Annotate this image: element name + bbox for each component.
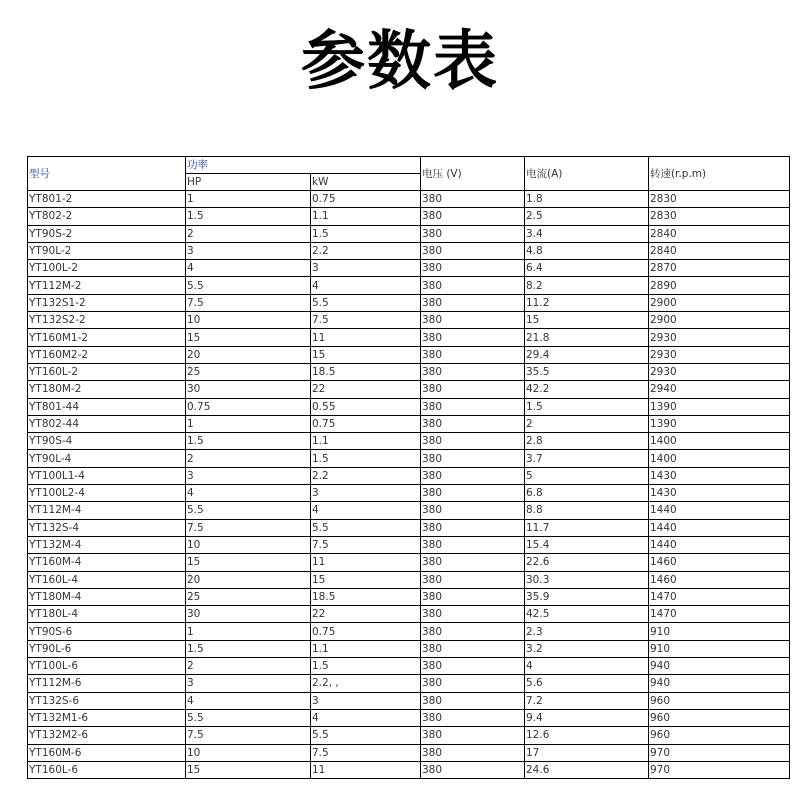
- cell-kw: 0.55: [311, 398, 421, 415]
- cell-current: 4: [525, 658, 649, 675]
- cell-current: 3.4: [525, 225, 649, 242]
- cell-speed: 1430: [649, 485, 790, 502]
- cell-current: 11.2: [525, 294, 649, 311]
- cell-speed: 2930: [649, 363, 790, 380]
- table-row: [28, 225, 790, 242]
- cell-kw: 11: [311, 554, 421, 571]
- table-row: [28, 450, 790, 467]
- cell-current: 3.2: [525, 640, 649, 657]
- cell-hp: 20: [186, 571, 311, 588]
- cell-hp: 10: [186, 744, 311, 761]
- cell-voltage: 380: [421, 208, 525, 225]
- cell-current: 21.8: [525, 329, 649, 346]
- cell-current: 6.8: [525, 485, 649, 502]
- header-kw: kW: [311, 174, 421, 191]
- header-power: 功率: [186, 157, 421, 174]
- cell-current: 17: [525, 744, 649, 761]
- cell-kw: 4: [311, 502, 421, 519]
- cell-current: 35.9: [525, 588, 649, 605]
- cell-speed: 2930: [649, 329, 790, 346]
- cell-kw: 18.5: [311, 588, 421, 605]
- cell-speed: 2890: [649, 277, 790, 294]
- cell-model: YT132M2-6: [28, 727, 186, 744]
- cell-speed: 940: [649, 658, 790, 675]
- cell-current: 2.5: [525, 208, 649, 225]
- cell-current: 42.2: [525, 381, 649, 398]
- table-row: [28, 242, 790, 259]
- cell-model: YT160L-6: [28, 761, 186, 778]
- cell-model: YT112M-6: [28, 675, 186, 692]
- cell-voltage: 380: [421, 277, 525, 294]
- cell-kw: 7.5: [311, 536, 421, 553]
- cell-model: YT90S-2: [28, 225, 186, 242]
- cell-hp: 15: [186, 329, 311, 346]
- cell-voltage: 380: [421, 536, 525, 553]
- cell-voltage: 380: [421, 588, 525, 605]
- cell-voltage: 380: [421, 381, 525, 398]
- cell-speed: 2840: [649, 225, 790, 242]
- cell-hp: 1: [186, 415, 311, 432]
- table-row: [28, 554, 790, 571]
- cell-voltage: 380: [421, 467, 525, 484]
- cell-current: 15.4: [525, 536, 649, 553]
- cell-speed: 960: [649, 727, 790, 744]
- page-title: 参数表: [301, 25, 499, 99]
- cell-hp: 7.5: [186, 727, 311, 744]
- cell-model: YT112M-4: [28, 502, 186, 519]
- cell-voltage: 380: [421, 398, 525, 415]
- table-row: [28, 606, 790, 623]
- cell-hp: 1: [186, 191, 311, 208]
- cell-voltage: 380: [421, 346, 525, 363]
- table-row: [28, 502, 790, 519]
- cell-hp: 3: [186, 242, 311, 259]
- cell-model: YT180L-4: [28, 606, 186, 623]
- cell-model: YT100L-6: [28, 658, 186, 675]
- cell-kw: 7.5: [311, 744, 421, 761]
- cell-current: 2: [525, 415, 649, 432]
- table-row: [28, 277, 790, 294]
- cell-voltage: 380: [421, 294, 525, 311]
- cell-current: 15: [525, 312, 649, 329]
- cell-kw: 2.2: [311, 242, 421, 259]
- cell-current: 5: [525, 467, 649, 484]
- cell-kw: 7.5: [311, 312, 421, 329]
- cell-model: YT132S-6: [28, 692, 186, 709]
- table-row: [28, 727, 790, 744]
- cell-model: YT100L2-4: [28, 485, 186, 502]
- table-row: [28, 519, 790, 536]
- cell-voltage: 380: [421, 450, 525, 467]
- cell-hp: 0.75: [186, 398, 311, 415]
- header-speed: 转速(r.p.m): [649, 157, 790, 191]
- cell-hp: 3: [186, 675, 311, 692]
- cell-kw: 0.75: [311, 191, 421, 208]
- table-row: [28, 381, 790, 398]
- header-voltage: 电压 (V): [421, 157, 525, 191]
- cell-speed: 970: [649, 761, 790, 778]
- table-row: [28, 433, 790, 450]
- cell-speed: 960: [649, 692, 790, 709]
- cell-speed: 1390: [649, 398, 790, 415]
- cell-speed: 2830: [649, 208, 790, 225]
- cell-voltage: 380: [421, 692, 525, 709]
- header-current: 电流(A): [525, 157, 649, 191]
- table-row: [28, 588, 790, 605]
- cell-model: YT100L-2: [28, 260, 186, 277]
- cell-model: YT90S-6: [28, 623, 186, 640]
- cell-speed: 1470: [649, 606, 790, 623]
- cell-voltage: 380: [421, 191, 525, 208]
- cell-model: YT90L-6: [28, 640, 186, 657]
- cell-voltage: 380: [421, 554, 525, 571]
- cell-speed: 910: [649, 640, 790, 657]
- cell-current: 42.5: [525, 606, 649, 623]
- cell-model: YT90S-4: [28, 433, 186, 450]
- cell-current: 11.7: [525, 519, 649, 536]
- cell-current: 1.5: [525, 398, 649, 415]
- cell-kw: 4: [311, 277, 421, 294]
- cell-current: 24.6: [525, 761, 649, 778]
- cell-voltage: 380: [421, 225, 525, 242]
- cell-kw: 11: [311, 761, 421, 778]
- cell-speed: 1390: [649, 415, 790, 432]
- table-row: [28, 415, 790, 432]
- table-row: [28, 744, 790, 761]
- cell-kw: 1.5: [311, 658, 421, 675]
- cell-kw: 1.1: [311, 208, 421, 225]
- cell-model: YT132S1-2: [28, 294, 186, 311]
- cell-speed: 1440: [649, 502, 790, 519]
- cell-hp: 15: [186, 761, 311, 778]
- cell-voltage: 380: [421, 606, 525, 623]
- cell-current: 3.7: [525, 450, 649, 467]
- table-row: [28, 623, 790, 640]
- table-header: [28, 157, 790, 191]
- cell-speed: 2830: [649, 191, 790, 208]
- header-hp: HP: [186, 174, 311, 191]
- table-row: [28, 536, 790, 553]
- cell-kw: 3: [311, 485, 421, 502]
- cell-model: YT132M1-6: [28, 709, 186, 726]
- cell-hp: 1: [186, 623, 311, 640]
- cell-voltage: 380: [421, 485, 525, 502]
- parameter-table: [27, 156, 790, 779]
- cell-hp: 10: [186, 536, 311, 553]
- cell-kw: 5.5: [311, 727, 421, 744]
- table-row: [28, 675, 790, 692]
- cell-kw: 0.75: [311, 415, 421, 432]
- cell-speed: 1400: [649, 433, 790, 450]
- table-row: [28, 398, 790, 415]
- cell-hp: 7.5: [186, 519, 311, 536]
- cell-voltage: 380: [421, 242, 525, 259]
- header-model: 型号: [28, 157, 186, 191]
- cell-voltage: 380: [421, 744, 525, 761]
- table-row: [28, 485, 790, 502]
- cell-hp: 10: [186, 312, 311, 329]
- cell-current: 8.8: [525, 502, 649, 519]
- cell-current: 1.8: [525, 191, 649, 208]
- cell-current: 2.3: [525, 623, 649, 640]
- table-row: [28, 363, 790, 380]
- cell-speed: 1470: [649, 588, 790, 605]
- cell-speed: 1440: [649, 536, 790, 553]
- cell-kw: 4: [311, 709, 421, 726]
- cell-voltage: 380: [421, 709, 525, 726]
- cell-kw: 22: [311, 606, 421, 623]
- cell-hp: 5.5: [186, 709, 311, 726]
- cell-model: YT132S2-2: [28, 312, 186, 329]
- cell-model: YT90L-2: [28, 242, 186, 259]
- cell-hp: 2: [186, 658, 311, 675]
- cell-model: YT160M1-2: [28, 329, 186, 346]
- table-row: [28, 571, 790, 588]
- cell-voltage: 380: [421, 519, 525, 536]
- cell-current: 35.5: [525, 363, 649, 380]
- cell-model: YT180M-4: [28, 588, 186, 605]
- cell-kw: 1.1: [311, 433, 421, 450]
- cell-voltage: 380: [421, 363, 525, 380]
- table-row: [28, 294, 790, 311]
- cell-current: 2.8: [525, 433, 649, 450]
- cell-hp: 4: [186, 260, 311, 277]
- table-body: [28, 191, 790, 779]
- cell-hp: 7.5: [186, 294, 311, 311]
- cell-speed: 2840: [649, 242, 790, 259]
- cell-kw: 22: [311, 381, 421, 398]
- cell-model: YT160M-6: [28, 744, 186, 761]
- table-row: [28, 191, 790, 208]
- cell-model: YT802-44: [28, 415, 186, 432]
- cell-speed: 960: [649, 709, 790, 726]
- cell-voltage: 380: [421, 658, 525, 675]
- cell-voltage: 380: [421, 433, 525, 450]
- table-row: [28, 761, 790, 778]
- cell-hp: 15: [186, 554, 311, 571]
- cell-speed: 1460: [649, 554, 790, 571]
- table-row: [28, 346, 790, 363]
- table-row: [28, 208, 790, 225]
- cell-kw: 2.2, ,: [311, 675, 421, 692]
- cell-current: 22.6: [525, 554, 649, 571]
- table-row: [28, 658, 790, 675]
- cell-speed: 910: [649, 623, 790, 640]
- cell-model: YT160L-4: [28, 571, 186, 588]
- cell-model: YT160M2-2: [28, 346, 186, 363]
- cell-kw: 2.2: [311, 467, 421, 484]
- cell-hp: 25: [186, 588, 311, 605]
- cell-hp: 25: [186, 363, 311, 380]
- cell-speed: 2930: [649, 346, 790, 363]
- cell-hp: 4: [186, 692, 311, 709]
- cell-kw: 3: [311, 260, 421, 277]
- cell-kw: 3: [311, 692, 421, 709]
- cell-kw: 15: [311, 346, 421, 363]
- table-row: [28, 709, 790, 726]
- table-row: [28, 329, 790, 346]
- cell-hp: 1.5: [186, 640, 311, 657]
- cell-model: YT180M-2: [28, 381, 186, 398]
- cell-model: YT132M-4: [28, 536, 186, 553]
- cell-current: 30.3: [525, 571, 649, 588]
- cell-current: 7.2: [525, 692, 649, 709]
- table-row: [28, 692, 790, 709]
- cell-voltage: 380: [421, 640, 525, 657]
- cell-speed: 1460: [649, 571, 790, 588]
- cell-current: 12.6: [525, 727, 649, 744]
- cell-hp: 5.5: [186, 502, 311, 519]
- cell-model: YT802-2: [28, 208, 186, 225]
- cell-hp: 4: [186, 485, 311, 502]
- cell-kw: 5.5: [311, 294, 421, 311]
- cell-kw: 5.5: [311, 519, 421, 536]
- cell-kw: 11: [311, 329, 421, 346]
- cell-current: 4.8: [525, 242, 649, 259]
- cell-speed: 2900: [649, 294, 790, 311]
- cell-voltage: 380: [421, 727, 525, 744]
- cell-current: 8.2: [525, 277, 649, 294]
- cell-hp: 30: [186, 606, 311, 623]
- cell-hp: 20: [186, 346, 311, 363]
- cell-hp: 30: [186, 381, 311, 398]
- cell-model: YT160M-4: [28, 554, 186, 571]
- cell-speed: 2870: [649, 260, 790, 277]
- cell-hp: 1.5: [186, 208, 311, 225]
- cell-speed: 1400: [649, 450, 790, 467]
- cell-speed: 2940: [649, 381, 790, 398]
- cell-model: YT160L-2: [28, 363, 186, 380]
- table-row: [28, 467, 790, 484]
- cell-model: YT90L-4: [28, 450, 186, 467]
- cell-model: YT801-2: [28, 191, 186, 208]
- cell-hp: 3: [186, 467, 311, 484]
- cell-current: 29.4: [525, 346, 649, 363]
- cell-voltage: 380: [421, 675, 525, 692]
- cell-current: 6.4: [525, 260, 649, 277]
- cell-kw: 1.5: [311, 225, 421, 242]
- cell-model: YT100L1-4: [28, 467, 186, 484]
- cell-model: YT801-44: [28, 398, 186, 415]
- cell-hp: 5.5: [186, 277, 311, 294]
- cell-voltage: 380: [421, 260, 525, 277]
- cell-voltage: 380: [421, 502, 525, 519]
- cell-kw: 1.1: [311, 640, 421, 657]
- cell-hp: 2: [186, 450, 311, 467]
- cell-current: 9.4: [525, 709, 649, 726]
- table-row: [28, 312, 790, 329]
- cell-speed: 1440: [649, 519, 790, 536]
- cell-model: YT132S-4: [28, 519, 186, 536]
- cell-speed: 2900: [649, 312, 790, 329]
- cell-kw: 18.5: [311, 363, 421, 380]
- cell-speed: 1430: [649, 467, 790, 484]
- cell-voltage: 380: [421, 761, 525, 778]
- cell-speed: 940: [649, 675, 790, 692]
- cell-model: YT112M-2: [28, 277, 186, 294]
- cell-speed: 970: [649, 744, 790, 761]
- cell-voltage: 380: [421, 571, 525, 588]
- cell-voltage: 380: [421, 623, 525, 640]
- cell-current: 5.6: [525, 675, 649, 692]
- cell-kw: 0.75: [311, 623, 421, 640]
- cell-voltage: 380: [421, 329, 525, 346]
- table-row: [28, 260, 790, 277]
- cell-voltage: 380: [421, 415, 525, 432]
- cell-hp: 2: [186, 225, 311, 242]
- cell-kw: 15: [311, 571, 421, 588]
- table-row: [28, 640, 790, 657]
- cell-hp: 1.5: [186, 433, 311, 450]
- cell-voltage: 380: [421, 312, 525, 329]
- cell-kw: 1.5: [311, 450, 421, 467]
